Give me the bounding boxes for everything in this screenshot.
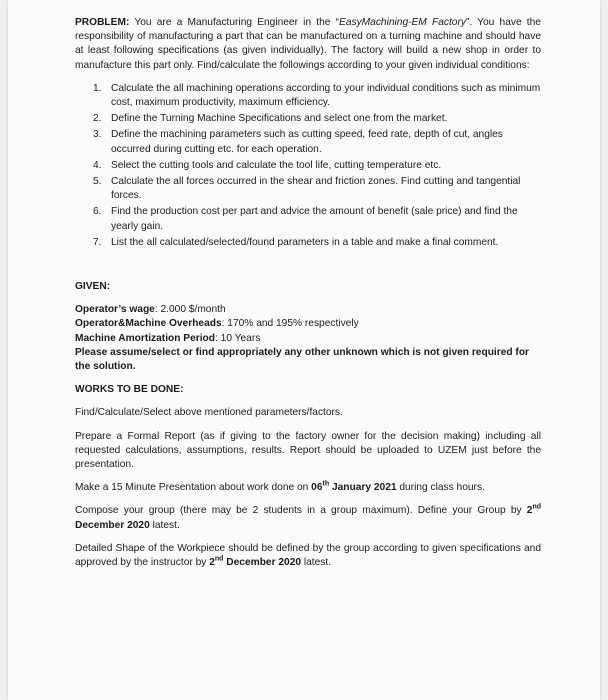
task-item [75,128,541,156]
shape-day: 2 [209,557,215,569]
task-list [75,82,541,250]
group-paragraph [75,504,541,532]
group-day: 2 [526,505,533,517]
document-page [8,0,600,700]
presentation-text-a: Make a 15 Minute Presentation about work done on [75,482,312,494]
problem-intro-b: ”. You have the responsibility of manufacturing a part that can be manufactured on a turning machine and should have at least following specifications (as given individually). The factory will build a new shop in order to manufacture this part only. Find/calculate the followings according to your given individual conditions: [75,17,541,71]
task-item [75,205,541,233]
problem-paragraph [75,16,541,73]
task-text: Calculate the all forces occurred in the shear and friction zones. Find cutting and tangential forces. [111,176,521,202]
problem-label: PROBLEM: [75,17,130,28]
task-item [75,112,541,126]
group-text-a: Compose your group (there may be 2 students in a group maximum). Define your Group by [75,505,527,517]
given-heading-text: GIVEN: [75,281,111,293]
assume-note-text: Please assume/select or find appropriately any other unknown which is not given required for the solution. [75,346,530,373]
find-line: Find/Calculate/Select above mentioned parameters/factors. [75,407,343,419]
wage-line [75,303,541,317]
task-number: 1. [93,82,102,94]
shape-month-year: December 2020 [223,557,302,569]
report-paragraph: Prepare a Formal Report (as if giving to the factory owner for the decision making) including all requested calculations, assumptions, results. Report should be uploaded to UZEM just before the presentation. [75,430,541,471]
task-text: List the all calculated/selected/found parameters in a table and make a final comment. [111,236,499,248]
presentation-day-suffix: th [322,480,330,488]
presentation-day: 06 [311,482,323,494]
problem-intro-a: You are a Manufacturing Engineer in the “ [129,17,340,28]
task-item [75,175,541,203]
presentation-date [311,482,396,493]
group-text-b: latest. [149,519,180,531]
document-content [75,16,541,570]
task-number: 2. [93,113,102,125]
presentation-text-b: during class hours. [396,482,485,494]
task-text: Find the production cost per part and advice the amount of benefit (sale price) and find the yearly gain. [111,206,518,232]
works-heading-text: WORKS TO BE DONE: [75,384,184,396]
task-text: Define the machining parameters such as cutting speed, feed rate, depth of cut, angles occurred during cutting etc. for each operation. [111,129,503,155]
shape-text-b: latest. [301,557,332,569]
assume-note [75,346,541,374]
shape-date [209,557,301,568]
given-heading [75,280,541,294]
overheads-value: : 170% and 195% respectively [221,318,359,330]
factory-name: EasyMachining-EM Factory [339,17,466,28]
amortization-value: : 10 Years [215,332,261,344]
task-number: 3. [93,129,102,141]
amortization-label: Machine Amortization Period [75,332,215,344]
task-text: Select the cutting tools and calculate the tool life, cutting temperature etc. [111,159,442,171]
task-number: 6. [93,206,102,218]
shape-paragraph [75,542,541,570]
task-text: Define the Turning Machine Specifications and select one from the market. [111,113,448,125]
group-day-suffix: nd [532,504,541,512]
task-item [75,159,541,173]
task-number: 5. [93,176,102,188]
task-item [75,82,541,110]
task-text: Calculate the all machining operations according to your individual conditions such as minimum cost, maximum productivity, maximum efficiency. [111,82,541,109]
overheads-line [75,317,541,331]
shape-text-a: Detailed Shape of the Workpiece should be defined by the group according to given specifications and approved by the instructor by [75,542,541,569]
wage-label: Operator’s wage [75,304,155,316]
group-month-year: December 2020 [75,519,150,531]
works-heading [75,383,541,397]
task-item [75,236,541,250]
presentation-month-year: January 2021 [329,482,397,494]
presentation-paragraph [75,481,541,495]
task-number: 7. [93,236,102,248]
overheads-label: Operator&Machine Overheads [75,318,222,330]
amortization-line [75,332,541,346]
task-number: 4. [93,159,102,171]
wage-value: : 2.000 $/month [154,304,226,316]
shape-day-suffix: nd [214,555,224,563]
